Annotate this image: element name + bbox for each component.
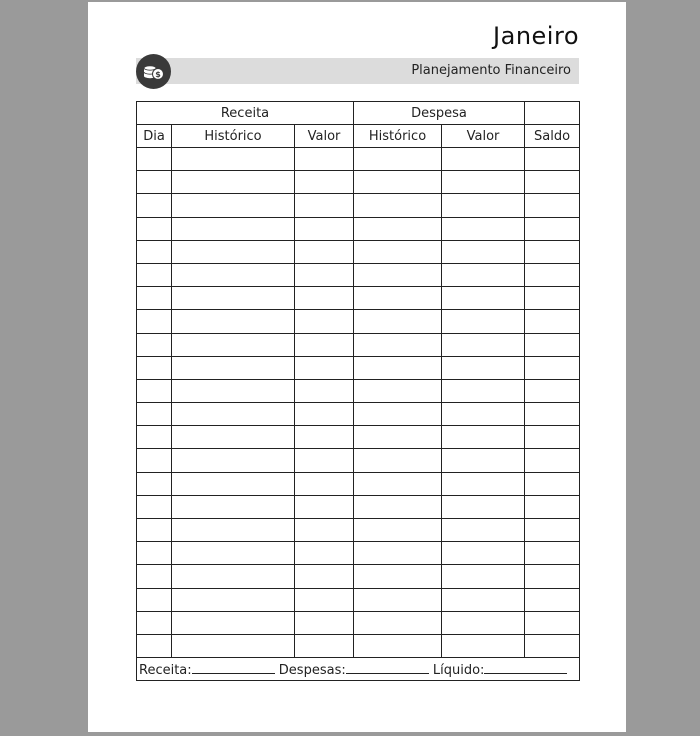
saldo-cell[interactable] (525, 263, 580, 286)
despesa-historico-cell[interactable] (354, 449, 442, 472)
saldo-cell[interactable] (525, 217, 580, 240)
saldo-cell[interactable] (525, 287, 580, 310)
table-row (137, 240, 580, 263)
group-header-row (137, 102, 580, 125)
despesa-valor-cell[interactable] (442, 611, 525, 634)
receita-historico-cell[interactable] (172, 148, 295, 171)
saldo-cell[interactable] (525, 565, 580, 588)
dia-cell[interactable] (137, 519, 172, 542)
receita-historico-cell[interactable] (172, 263, 295, 286)
table-row (137, 217, 580, 240)
table-row (137, 542, 580, 565)
table-row (137, 379, 580, 402)
despesa-valor-cell[interactable] (442, 333, 525, 356)
receita-historico-cell[interactable] (172, 403, 295, 426)
dia-cell[interactable] (137, 356, 172, 379)
document-page (88, 2, 626, 732)
despesa-historico-cell[interactable] (354, 356, 442, 379)
table-row (137, 611, 580, 634)
despesa-valor-cell[interactable] (442, 194, 525, 217)
receita-historico-cell[interactable] (172, 519, 295, 542)
total-liquido-label: Líquido: (432, 662, 485, 678)
saldo-cell[interactable] (525, 472, 580, 495)
despesa-valor-cell[interactable] (442, 403, 525, 426)
despesa-historico-cell[interactable] (354, 217, 442, 240)
despesa-valor-cell[interactable] (442, 588, 525, 611)
receita-valor-cell[interactable] (295, 426, 354, 449)
receita-historico-cell[interactable] (172, 542, 295, 565)
table-row (137, 495, 580, 518)
despesa-valor-cell[interactable] (442, 217, 525, 240)
despesa-valor-cell[interactable] (442, 263, 525, 286)
receita-valor-cell[interactable] (295, 379, 354, 402)
receita-historico-cell[interactable] (172, 379, 295, 402)
table-row (137, 263, 580, 286)
total-receita-label: Receita: (139, 662, 192, 678)
receita-historico-cell[interactable] (172, 287, 295, 310)
receita-historico-cell[interactable] (172, 588, 295, 611)
despesa-valor-cell[interactable] (442, 426, 525, 449)
coins-dollar-icon (136, 54, 171, 89)
receita-historico-cell[interactable] (172, 565, 295, 588)
despesa-valor-cell[interactable] (442, 519, 525, 542)
dia-cell[interactable] (137, 495, 172, 518)
table-row (137, 356, 580, 379)
despesa-historico-cell[interactable] (354, 171, 442, 194)
col-header-receita-valor: Valor (295, 125, 354, 148)
saldo-cell[interactable] (525, 194, 580, 217)
receita-historico-cell[interactable] (172, 426, 295, 449)
saldo-cell[interactable] (525, 333, 580, 356)
receita-historico-cell[interactable] (172, 171, 295, 194)
receita-valor-cell[interactable] (295, 240, 354, 263)
despesa-historico-cell[interactable] (354, 542, 442, 565)
receita-valor-cell[interactable] (295, 356, 354, 379)
receita-valor-cell[interactable] (295, 495, 354, 518)
saldo-cell[interactable] (525, 611, 580, 634)
total-receita-blank[interactable] (192, 661, 275, 674)
receita-valor-cell[interactable] (295, 519, 354, 542)
svg-text:$: $ (155, 70, 161, 79)
table-row (137, 194, 580, 217)
receita-valor-cell[interactable] (295, 588, 354, 611)
despesa-historico-cell[interactable] (354, 287, 442, 310)
table-row (137, 148, 580, 171)
despesa-historico-cell[interactable] (354, 472, 442, 495)
saldo-cell[interactable] (525, 240, 580, 263)
group-header-receita: Receita (137, 102, 354, 125)
receita-historico-cell[interactable] (172, 634, 295, 657)
page-subtitle: Planejamento Financeiro (411, 63, 571, 78)
despesa-historico-cell[interactable] (354, 634, 442, 657)
despesa-valor-cell[interactable] (442, 287, 525, 310)
receita-valor-cell[interactable] (295, 194, 354, 217)
dia-cell[interactable] (137, 611, 172, 634)
table-row (137, 171, 580, 194)
despesa-valor-cell[interactable] (442, 495, 525, 518)
despesa-valor-cell[interactable] (442, 148, 525, 171)
receita-historico-cell[interactable] (172, 449, 295, 472)
saldo-cell[interactable] (525, 426, 580, 449)
col-header-despesa-historico: Histórico (354, 125, 442, 148)
saldo-cell[interactable] (525, 449, 580, 472)
despesa-historico-cell[interactable] (354, 240, 442, 263)
table-row (137, 588, 580, 611)
despesa-historico-cell[interactable] (354, 310, 442, 333)
col-header-receita-historico: Histórico (172, 125, 295, 148)
dia-cell[interactable] (137, 449, 172, 472)
receita-valor-cell[interactable] (295, 472, 354, 495)
despesa-valor-cell[interactable] (442, 472, 525, 495)
despesa-historico-cell[interactable] (354, 519, 442, 542)
col-header-despesa-valor: Valor (442, 125, 525, 148)
col-header-saldo: Saldo (525, 125, 580, 148)
receita-valor-cell[interactable] (295, 403, 354, 426)
despesa-historico-cell[interactable] (354, 426, 442, 449)
total-liquido-blank[interactable] (484, 661, 567, 674)
table-row (137, 333, 580, 356)
receita-historico-cell[interactable] (172, 333, 295, 356)
saldo-cell[interactable] (525, 148, 580, 171)
despesa-historico-cell[interactable] (354, 403, 442, 426)
dia-cell[interactable] (137, 542, 172, 565)
despesa-valor-cell[interactable] (442, 634, 525, 657)
saldo-cell[interactable] (525, 634, 580, 657)
despesa-historico-cell[interactable] (354, 263, 442, 286)
despesa-historico-cell[interactable] (354, 495, 442, 518)
table-row (137, 426, 580, 449)
dia-cell[interactable] (137, 217, 172, 240)
dia-cell[interactable] (137, 565, 172, 588)
col-header-dia: Dia (137, 125, 172, 148)
dia-cell[interactable] (137, 310, 172, 333)
dia-cell[interactable] (137, 287, 172, 310)
dia-cell[interactable] (137, 333, 172, 356)
ledger-table (136, 101, 580, 681)
despesa-historico-cell[interactable] (354, 379, 442, 402)
receita-valor-cell[interactable] (295, 333, 354, 356)
receita-historico-cell[interactable] (172, 472, 295, 495)
receita-historico-cell[interactable] (172, 240, 295, 263)
dia-cell[interactable] (137, 634, 172, 657)
saldo-cell[interactable] (525, 495, 580, 518)
table-row (137, 634, 580, 657)
receita-historico-cell[interactable] (172, 356, 295, 379)
saldo-cell[interactable] (525, 171, 580, 194)
despesa-valor-cell[interactable] (442, 356, 525, 379)
receita-valor-cell[interactable] (295, 171, 354, 194)
receita-valor-cell[interactable] (295, 148, 354, 171)
despesa-valor-cell[interactable] (442, 240, 525, 263)
despesa-historico-cell[interactable] (354, 588, 442, 611)
despesa-valor-cell[interactable] (442, 379, 525, 402)
total-despesas-label: Despesas: (278, 662, 346, 678)
despesa-valor-cell[interactable] (442, 542, 525, 565)
receita-valor-cell[interactable] (295, 611, 354, 634)
table-row (137, 287, 580, 310)
receita-historico-cell[interactable] (172, 611, 295, 634)
group-header-despesa: Despesa (354, 102, 525, 125)
dia-cell[interactable] (137, 148, 172, 171)
saldo-cell[interactable] (525, 379, 580, 402)
group-header-empty (525, 102, 580, 125)
dia-cell[interactable] (137, 588, 172, 611)
receita-valor-cell[interactable] (295, 542, 354, 565)
despesa-historico-cell[interactable] (354, 565, 442, 588)
receita-valor-cell[interactable] (295, 287, 354, 310)
totals-row (137, 658, 580, 681)
receita-valor-cell[interactable] (295, 449, 354, 472)
table-row (137, 403, 580, 426)
despesa-valor-cell[interactable] (442, 171, 525, 194)
dia-cell[interactable] (137, 194, 172, 217)
despesa-valor-cell[interactable] (442, 565, 525, 588)
despesa-historico-cell[interactable] (354, 148, 442, 171)
saldo-cell[interactable] (525, 403, 580, 426)
receita-historico-cell[interactable] (172, 194, 295, 217)
despesa-historico-cell[interactable] (354, 611, 442, 634)
dia-cell[interactable] (137, 379, 172, 402)
total-despesas-blank[interactable] (346, 661, 429, 674)
saldo-cell[interactable] (525, 310, 580, 333)
page-title: Janeiro (493, 22, 579, 50)
table-row (137, 472, 580, 495)
despesa-valor-cell[interactable] (442, 310, 525, 333)
dia-cell[interactable] (137, 472, 172, 495)
despesa-historico-cell[interactable] (354, 194, 442, 217)
receita-valor-cell[interactable] (295, 634, 354, 657)
dia-cell[interactable] (137, 403, 172, 426)
despesa-valor-cell[interactable] (442, 449, 525, 472)
column-header-row (137, 125, 580, 148)
receita-historico-cell[interactable] (172, 217, 295, 240)
receita-historico-cell[interactable] (172, 495, 295, 518)
receita-valor-cell[interactable] (295, 310, 354, 333)
table-row (137, 310, 580, 333)
saldo-cell[interactable] (525, 356, 580, 379)
table-row (137, 449, 580, 472)
dia-cell[interactable] (137, 171, 172, 194)
dia-cell[interactable] (137, 240, 172, 263)
ledger-body (137, 148, 580, 658)
saldo-cell[interactable] (525, 519, 580, 542)
saldo-cell[interactable] (525, 542, 580, 565)
totals-cell (137, 658, 580, 681)
receita-valor-cell[interactable] (295, 565, 354, 588)
receita-historico-cell[interactable] (172, 310, 295, 333)
saldo-cell[interactable] (525, 588, 580, 611)
despesa-historico-cell[interactable] (354, 333, 442, 356)
subtitle-banner (136, 58, 579, 84)
table-row (137, 565, 580, 588)
receita-valor-cell[interactable] (295, 263, 354, 286)
table-row (137, 519, 580, 542)
receita-valor-cell[interactable] (295, 217, 354, 240)
dia-cell[interactable] (137, 426, 172, 449)
dia-cell[interactable] (137, 263, 172, 286)
